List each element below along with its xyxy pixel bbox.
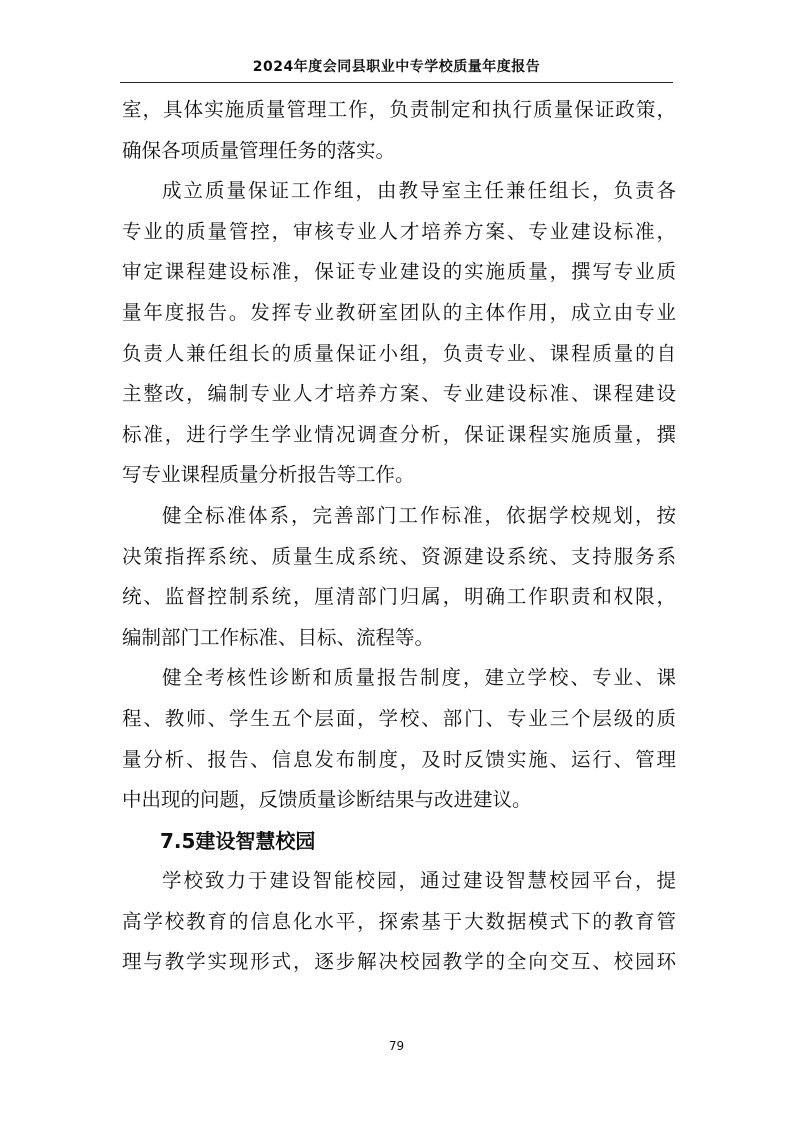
text-line: 标准，进行学生学业情况调查分析，保证课程实施质量，撰 xyxy=(122,422,676,446)
page-number: 79 xyxy=(388,1039,405,1053)
section-heading: 7.5建设智慧校园 xyxy=(160,828,316,853)
text-line: 室，具体实施质量管理工作，负责制定和执行质量保证政策， xyxy=(122,98,676,121)
text-line: 决策指挥系统、质量生成系统、资源建设系统、支持服务系 xyxy=(122,544,676,568)
text-line: 中出现的问题，反馈质量诊断结果与改进建议。 xyxy=(122,788,532,812)
text-line: 程、教师、学生五个层面，学校、部门、专业三个层级的质 xyxy=(122,706,676,730)
text-line: 编制部门工作标准、目标、流程等。 xyxy=(122,625,435,649)
text-line: 健全考核性诊断和质量报告制度，建立学校、专业、课 xyxy=(162,666,676,690)
text-line: 负责人兼任组长的质量保证小组，负责专业、课程质量的自 xyxy=(122,341,676,365)
text-line: 高学校教育的信息化水平，探索基于大数据模式下的教育管 xyxy=(122,909,676,933)
text-line: 审定课程建设标准，保证专业建设的实施质量，撰写专业质 xyxy=(122,260,676,284)
paragraph-5 xyxy=(122,861,676,983)
paragraph-4 xyxy=(122,658,676,820)
text-line: 学校致力于建设智能校园，通过建设智慧校园平台，提 xyxy=(162,869,676,893)
text-line: 写专业课程质量分析报告等工作。 xyxy=(122,463,415,487)
text-line: 成立质量保证工作组，由教导室主任兼任组长，负责各 xyxy=(162,179,676,203)
text-line: 确保各项质量管理任务的落实。 xyxy=(122,138,396,162)
text-line: 量年度报告。发挥专业教研室团队的主体作用，成立由专业 xyxy=(122,300,676,324)
text-line: 统、监督控制系统，厘清部门归属，明确工作职责和权限， xyxy=(122,585,676,609)
text-line: 主整改，编制专业人才培养方案、专业建设标准、课程建设 xyxy=(122,382,676,406)
text-line: 量分析、报告、信息发布制度，及时反馈实施、运行、管理 xyxy=(122,747,676,771)
page-header-title: 2024年度会同县职业中专学校质量年度报告 xyxy=(252,59,541,75)
paragraph-3 xyxy=(122,496,676,658)
paragraph-1 xyxy=(122,90,676,171)
text-line: 专业的质量管控，审核专业人才培养方案、专业建设标准， xyxy=(122,219,676,243)
paragraph-2 xyxy=(122,171,676,496)
text-line: 健全标准体系，完善部门工作标准，依据学校规划，按 xyxy=(162,503,676,527)
text-line: 理与教学实现形式，逐步解决校园教学的全向交互、校园环 xyxy=(122,950,676,974)
document-body xyxy=(122,90,676,983)
header-divider xyxy=(120,82,673,83)
